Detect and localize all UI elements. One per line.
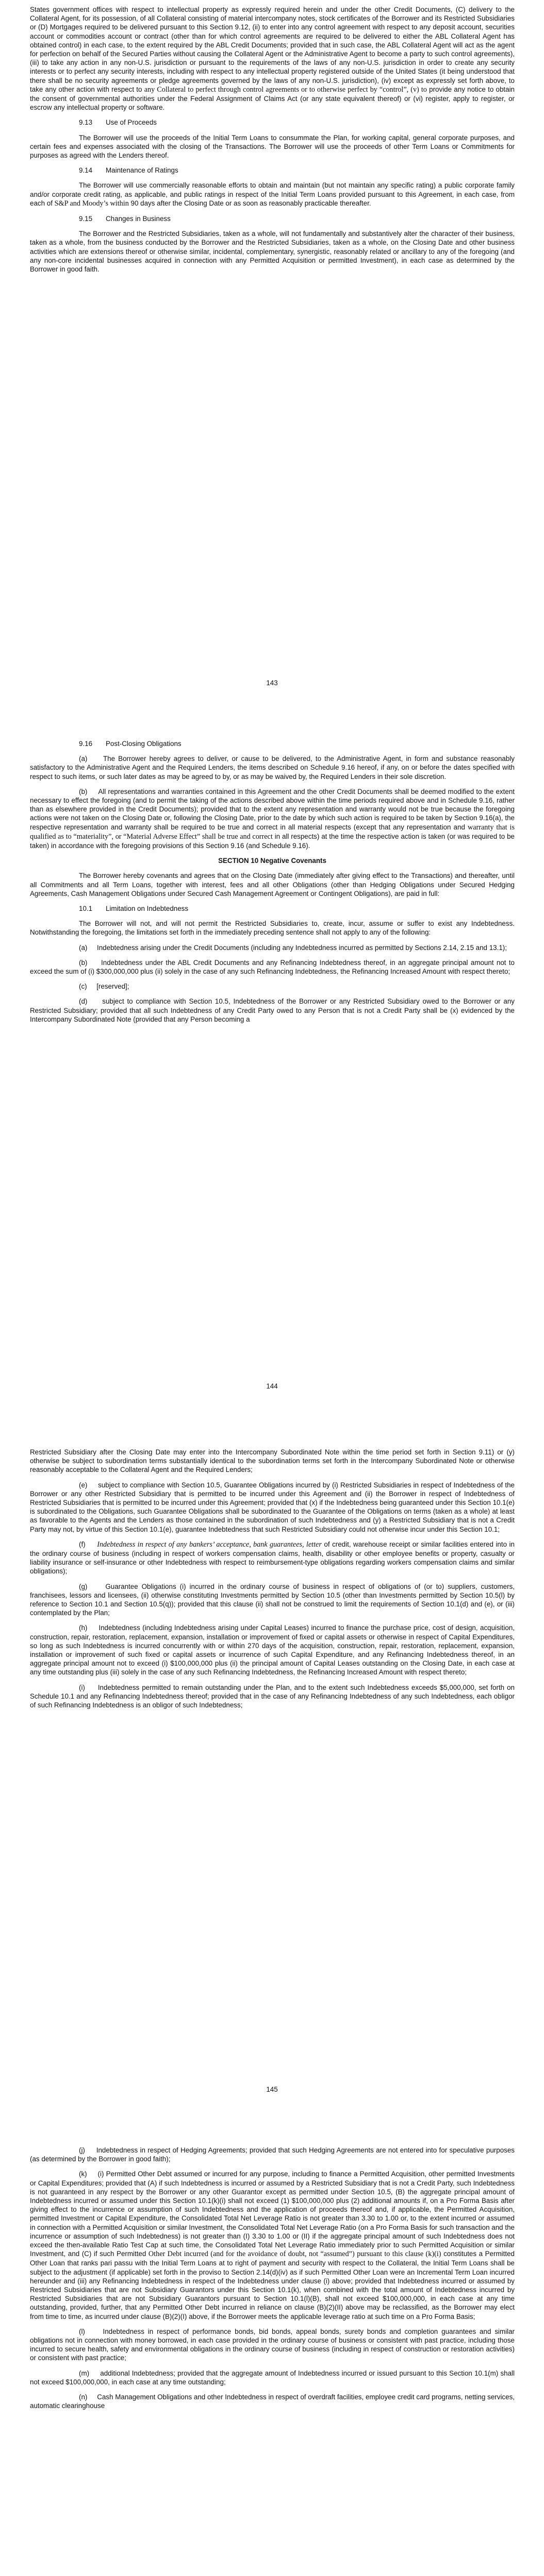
page-144-content [30, 739, 515, 1030]
clause-b: (b) Indebtedness under the ABL Credit Documents and any Refinancing Indebtedness thereof, in an aggregate principal amount not to exceed the sum of (i) $300,000,000 plus (ii) solely in the case of any such Refinancing Indebtedness, the Refinancing Increased Amount with respect thereto; [30, 958, 515, 976]
paragraph-continuation: States government offices with respect to intellectual property as expressly required herein and under the other Credit Documents, (C) delivery to the Collateral Agent, for its possession, of all Collateral consisting of material intercompany notes, stock certificates of the Borrower and its Restricted Subsidiaries or (D) Mortgages required to be delivered pursuant to this Section 9.12, (ii) to enter into any control agreement with respect to any deposit account, securities account or commodities account or contract (other than for which control agreements are required to be delivered to either the ABL Collateral Agent has obtained control) in each case, to the extent required by the ABL Credit Documents; provided that in such case, the ABL Collateral Agent will act as the agent for perfection on behalf of the Secured Parties without causing the Collateral Agent or the Administrative Agent to become a party to such control agreements), (iii) to take any action in any non-U.S. jurisdiction or pursuant to the requirements of the laws of any non-U.S. jurisdiction in order to create any security interests or to perfect any security interests, including with respect to any intellectual property registered outside of the United States (it being understood that there shall be no security agreements or pledge agreements governed by the laws of any non-U.S. jurisdiction), (iv) except as expressly set forth above, to take any other action with respect to any Collateral to perfect through control agreements or to otherwise perfect by “control”, (v) to provide any notice to obtain the consent of governmental authorities under the Federal Assignment of Claims Act (or any state equivalent thereof) or (vi) register, apply to register, or escrow any intellectual property or software. [30, 6, 515, 112]
clause-a: (a) Indebtedness arising under the Credit Documents (including any Indebtedness incurred as permitted by Sections 2.14, 2.15 and 13.1); [79, 943, 507, 952]
page-number: 144 [266, 1382, 278, 1390]
clause-n: (n) Cash Management Obligations and other Indebtedness in respect of overdraft facilities, employee credit card programs, netting services, automatic clearinghouse [30, 2393, 515, 2410]
clause-d-continuation: Restricted Subsidiary after the Closing Date may enter into the Intercompany Subordinated Note within the time period set forth in Section 9.11) or (y) otherwise be subject to subordination terms substantially identical to the subordination terms set forth in the Intercompany Subordinated Note or otherwise reasonably acceptable to the Collateral Agent and the Required Lenders; [30, 1448, 515, 1474]
page-146-content [30, 2146, 515, 2416]
paragraph-section-10: The Borrower hereby covenants and agrees that on the Closing Date (immediately after giving effect to the Transactions) and thereafter, until all Commitments and all Term Loans, together with interest, fees and all other Obligations (other than Hedging Obligations under Secured Hedging Agreements, Cash Management Obligations under Secured Cash Management Agreement or Contingent Obligations), are paid in full: [30, 872, 515, 897]
clause-l: (l) Indebtedness in respect of performance bonds, bid bonds, appeal bonds, surety bonds and completion guarantees and similar obligations not in connection with money borrowed, in each case provided in the ordinary course of business or consistent with past practice, including those incurred to secure health, safety and environmental obligations in the ordinary course of business (including in respect of construction or restoration activities) or consistent with past practice; [30, 2327, 515, 2362]
clause-e: (e) subject to compliance with Section 10.5, Guarantee Obligations incurred by (i) Restricted Subsidiaries in respect of Indebtedness of the Borrower or any other Restricted Subsidiary that is permitted to be incurred under this Agreement and (ii) the Borrower in respect of Indebtedness of Restricted Subsidiaries that is permitted to be incurred under this Agreement; provided that (x) if the Indebtedness being guaranteed under this Section 10.1(e) is subordinated to the Obligations, such Guarantee Obligations shall be subordinated to the Guarantee of the Obligations on terms (taken as a whole) at least as favorable to the Agents and the Lenders as those contained in the subordination of such Indebtedness and (y) a Restricted Subsidiary that is not a Credit Party may not, by virtue of this Section 10.1(e), guarantee Indebtedness that such Restricted Subsidiary could not otherwise incur under this Section 10.1; [30, 1481, 515, 1533]
section-10-title: SECTION 10 Negative Covenants [218, 857, 326, 865]
clause-i: (i) Indebtedness permitted to remain outstanding under the Plan, and to the extent such Indebtedness exceeds $5,000,000, set forth on Schedule 10.1 and any Refinancing Indebtedness thereof; provided that in the case of any Refinancing Indebtedness of any such Indebtedness, each obligor of such Refinancing Indebtedness is an obligor of such Indebtedness; [30, 1683, 515, 1709]
heading-10-1: 10.1 Limitation on Indebtedness [79, 905, 189, 913]
paragraph-9-16-b: (b) All representations and warranties contained in this Agreement and the other Credit Documents shall be deemed modified to the extent necessary to effect the foregoing (and to permit the taking of the actions described above within the time periods required above and in Schedule 9.16, rather than as elsewhere provided in the Credit Documents); provided that to the extent any representation and warranty would not be true because the foregoing actions were not taken on the Closing Date or, following the Closing Date, prior to the date by which such action is required to be taken by Section 9.16(a), the respective representation and warranty shall be required to be true and correct in all material respects (except that any representation and warranty that is qualified as to “materiality”, or “Material Adverse Effect” shall be true and correct in all respects) at the time the respective action is taken (or was required to be taken) in accordance with the foregoing provisions of this Section 9.16 (and Schedule 9.16). [30, 787, 515, 850]
clause-f: (f) Indebtedness in respect of any bankers’ acceptance, bank guarantees, letter of credit, warehouse receipt or similar facilities entered into in the ordinary course of business (including in respect of workers compensation claims, health, disability or other employee benefits or property, casualty or liability insurance or self-insurance or other Indebtedness with respect to reimbursement-type obligations regarding workers compensation claims and similar obligations); [30, 1540, 515, 1575]
page-143-content [30, 5, 515, 280]
page-143 [0, 0, 544, 703]
page-145-content [30, 1448, 515, 1716]
page-number: 145 [266, 2086, 278, 2093]
clause-m: (m) additional Indebtedness; provided that the aggregate amount of Indebtedness incurred or issued pursuant to this Section 10.1(m) shall not exceed $100,000,000, in each case at any time outstanding; [30, 2369, 515, 2386]
paragraph-9-15: The Borrower and the Restricted Subsidiaries, taken as a whole, will not fundamentally and substantively alter the character of their business, taken as a whole, from the business conducted by the Borrower and the Restricted Subsidiaries, taken as a whole, on the Closing Date and other business activities which are extensions thereof or otherwise similar, incidental, complementary, synergistic, reasonably related or ancillary to any of the foregoing (and any non-core incidental businesses acquired in connection with any Permitted Acquisition or permitted Investment), in each case as determined by the Borrower in good faith. [30, 230, 515, 274]
page-146 [0, 2110, 544, 2576]
clause-g: (g) Guarantee Obligations (i) incurred in the ordinary course of business in respect of obligations of (or to) suppliers, customers, franchisees, lessors and licensees, (ii) otherwise constituting Investments permitted by Section 10.5 (other than Investments permitted by Section 10.5(l) by reference to Section 10.1 and Section 10.5(q)); provided that this clause (ii) shall not be construed to limit the requirements of Section 10.1(d) and (e), or (iii) contemplated by the Plan; [30, 1582, 515, 1617]
clause-c: (c) [reserved]; [79, 982, 129, 991]
page-145 [0, 1406, 544, 2110]
heading-9-13: 9.13 Use of Proceeds [79, 118, 157, 127]
page-144 [0, 703, 544, 1406]
page-number: 143 [266, 679, 278, 687]
clause-j: (j) Indebtedness in respect of Hedging Agreements; provided that such Hedging Agreements are not entered into for speculative purposes (as determined by the Borrower in good faith); [30, 2146, 515, 2163]
heading-9-14: 9.14 Maintenance of Ratings [79, 166, 178, 175]
heading-9-16: 9.16 Post-Closing Obligations [79, 740, 182, 748]
paragraph-10-1: The Borrower will not, and will not permit the Restricted Subsidiaries to, create, incur, assume or suffer to exist any Indebtedness. Notwithstanding the foregoing, the limitations set forth in the immediately preceding sentence shall not apply to any of the following: [30, 920, 515, 937]
clause-k: (k) (i) Permitted Other Debt assumed or incurred for any purpose, including to finance a Permitted Acquisition, other permitted Investments or Capital Expenditures; provided that (A) if such Indebtedness is incurred or assumed by a Restricted Subsidiary that is not a Credit Party, such Indebtedness is not guaranteed in any respect by the Borrower or any other Guarantor except as permitted under Section 10.5, (B) the aggregate principal amount of Indebtedness incurred or assumed under this Section 10.1(k)(i) shall not exceed (1) $100,000,000 plus (2) additional amounts if, on a Pro Forma Basis after giving effect to the incurrence or assumption of such Indebtedness and the application of proceeds thereof and, if applicable, the Permitted Acquisition, permitted Investment or Capital Expenditure, the Consolidated Total Net Leverage Ratio is not greater than 3.30 to 1.00 or, to the extent incurred or assumed in connection with a Permitted Acquisition or similar Investment, the Consolidated Total Net Leverage Ratio (on a Pro Forma Basis for such transaction and the incurrence or assumption of such Indebtedness) is not greater than (I) 3.30 to 1.00 or (II) if the aggregate principal amount of such Indebtedness does not exceed the then-available Ratio Test Cap at such time, the Consolidated Total Net Leverage Ratio immediately prior to such Permitted Acquisition or similar Investment, and (C) if such Permitted Other Debt incurred (and for the avoidance of doubt, not “assumed”) pursuant to this clause (k)(i) constitutes a Permitted Other Loan that ranks pari passu with the Initial Term Loans at to right of payment and security with respect to the Collateral, the Initial Term Loans shall be subject to the adjustment (if applicable) set forth in the proviso to Section 2.14(d)(iv) as if such Permitted Other Loan were an Incremental Term Loan incurred hereunder and (iii) any Refinancing Indebtedness in respect of the Indebtedness under clause (i) above; provided that Indebtedness incurred or assumed by Restricted Subsidiaries that are not Subsidiary Guarantors under this Section 10.1(k), when combined with the total amount of Indebtedness incurred by Restricted Subsidiaries that are not Subsidiary Guarantors pursuant to Section 10.1(l)(B), shall not exceed $100,000,000, in each case at any time outstanding, provided, further, that any Permitted Other Debt incurred in reliance on clause (B)(2)(II) above may be reclassified, as the Borrower may elect from time to time, as incurred under clause (B)(2)(I) above, if the Borrower meets the applicable leverage ratio at such time on a Pro Forma Basis; [30, 2170, 515, 2320]
heading-9-15: 9.15 Changes in Business [79, 215, 171, 223]
clause-d: (d) subject to compliance with Section 10.5, Indebtedness of the Borrower or any Restricted Subsidiary owed to the Borrower or any Restricted Subsidiary; provided that all such Indebtedness of any Credit Party owed to any Person that is not a Credit Party shall be (x) evidenced by the Intercompany Subordinated Note (provided that any Person becoming a [30, 997, 515, 1023]
paragraph-9-13: The Borrower will use the proceeds of the Initial Term Loans to consummate the Plan, for working capital, general corporate purposes, and certain fees and expenses associated with the closing of the Transactions. The Borrower will use the proceeds of other Term Loans or Commitments for purposes as agreed with the Lenders thereof. [30, 133, 515, 160]
paragraph-9-14: The Borrower will use commercially reasonable efforts to obtain and maintain (but not maintain any specific rating) a public corporate family and/or corporate credit rating, as applicable, and public ratings in respect of the Initial Term Loans provided pursuant to this Agreement, in each case, from each of S&P and Moody’s within 90 days after the Closing Date or as soon as reasonably practicable thereafter. [30, 181, 515, 208]
clause-h: (h) Indebtedness (including Indebtedness arising under Capital Leases) incurred to finance the purchase price, cost of design, acquisition, construction, repair, restoration, replacement, expansion, installation or improvement of fixed or capital assets or otherwise in respect of Capital Expenditures, so long as such Indebtedness is incurred concurrently with or within 270 days of the acquisition, construction, repair, restoration, replacement, expansion, installation or improvement of such fixed or capital assets or incurrence of such Capital Expenditure, and any Refinancing Indebtedness thereof, in an aggregate principal amount not to exceed (i) $100,000,000 plus (ii) the principal amount of Capital Leases outstanding on the Closing Date, in each case at any time outstanding plus (iii) solely in the case of any such Refinancing Indebtedness, the Refinancing Increased Amount with respect thereto; [30, 1624, 515, 1676]
paragraph-9-16-a: (a) The Borrower hereby agrees to deliver, or cause to be delivered, to the Administrative Agent, in form and substance reasonably satisfactory to the Administrative Agent and the Required Lenders, the items described on Schedule 9.16 hereof, if any, on or before the dates specified with respect to such items, or such later dates as may be agreed to by, or as may be waived by, the Required Lenders in their sole discretion. [30, 755, 515, 781]
